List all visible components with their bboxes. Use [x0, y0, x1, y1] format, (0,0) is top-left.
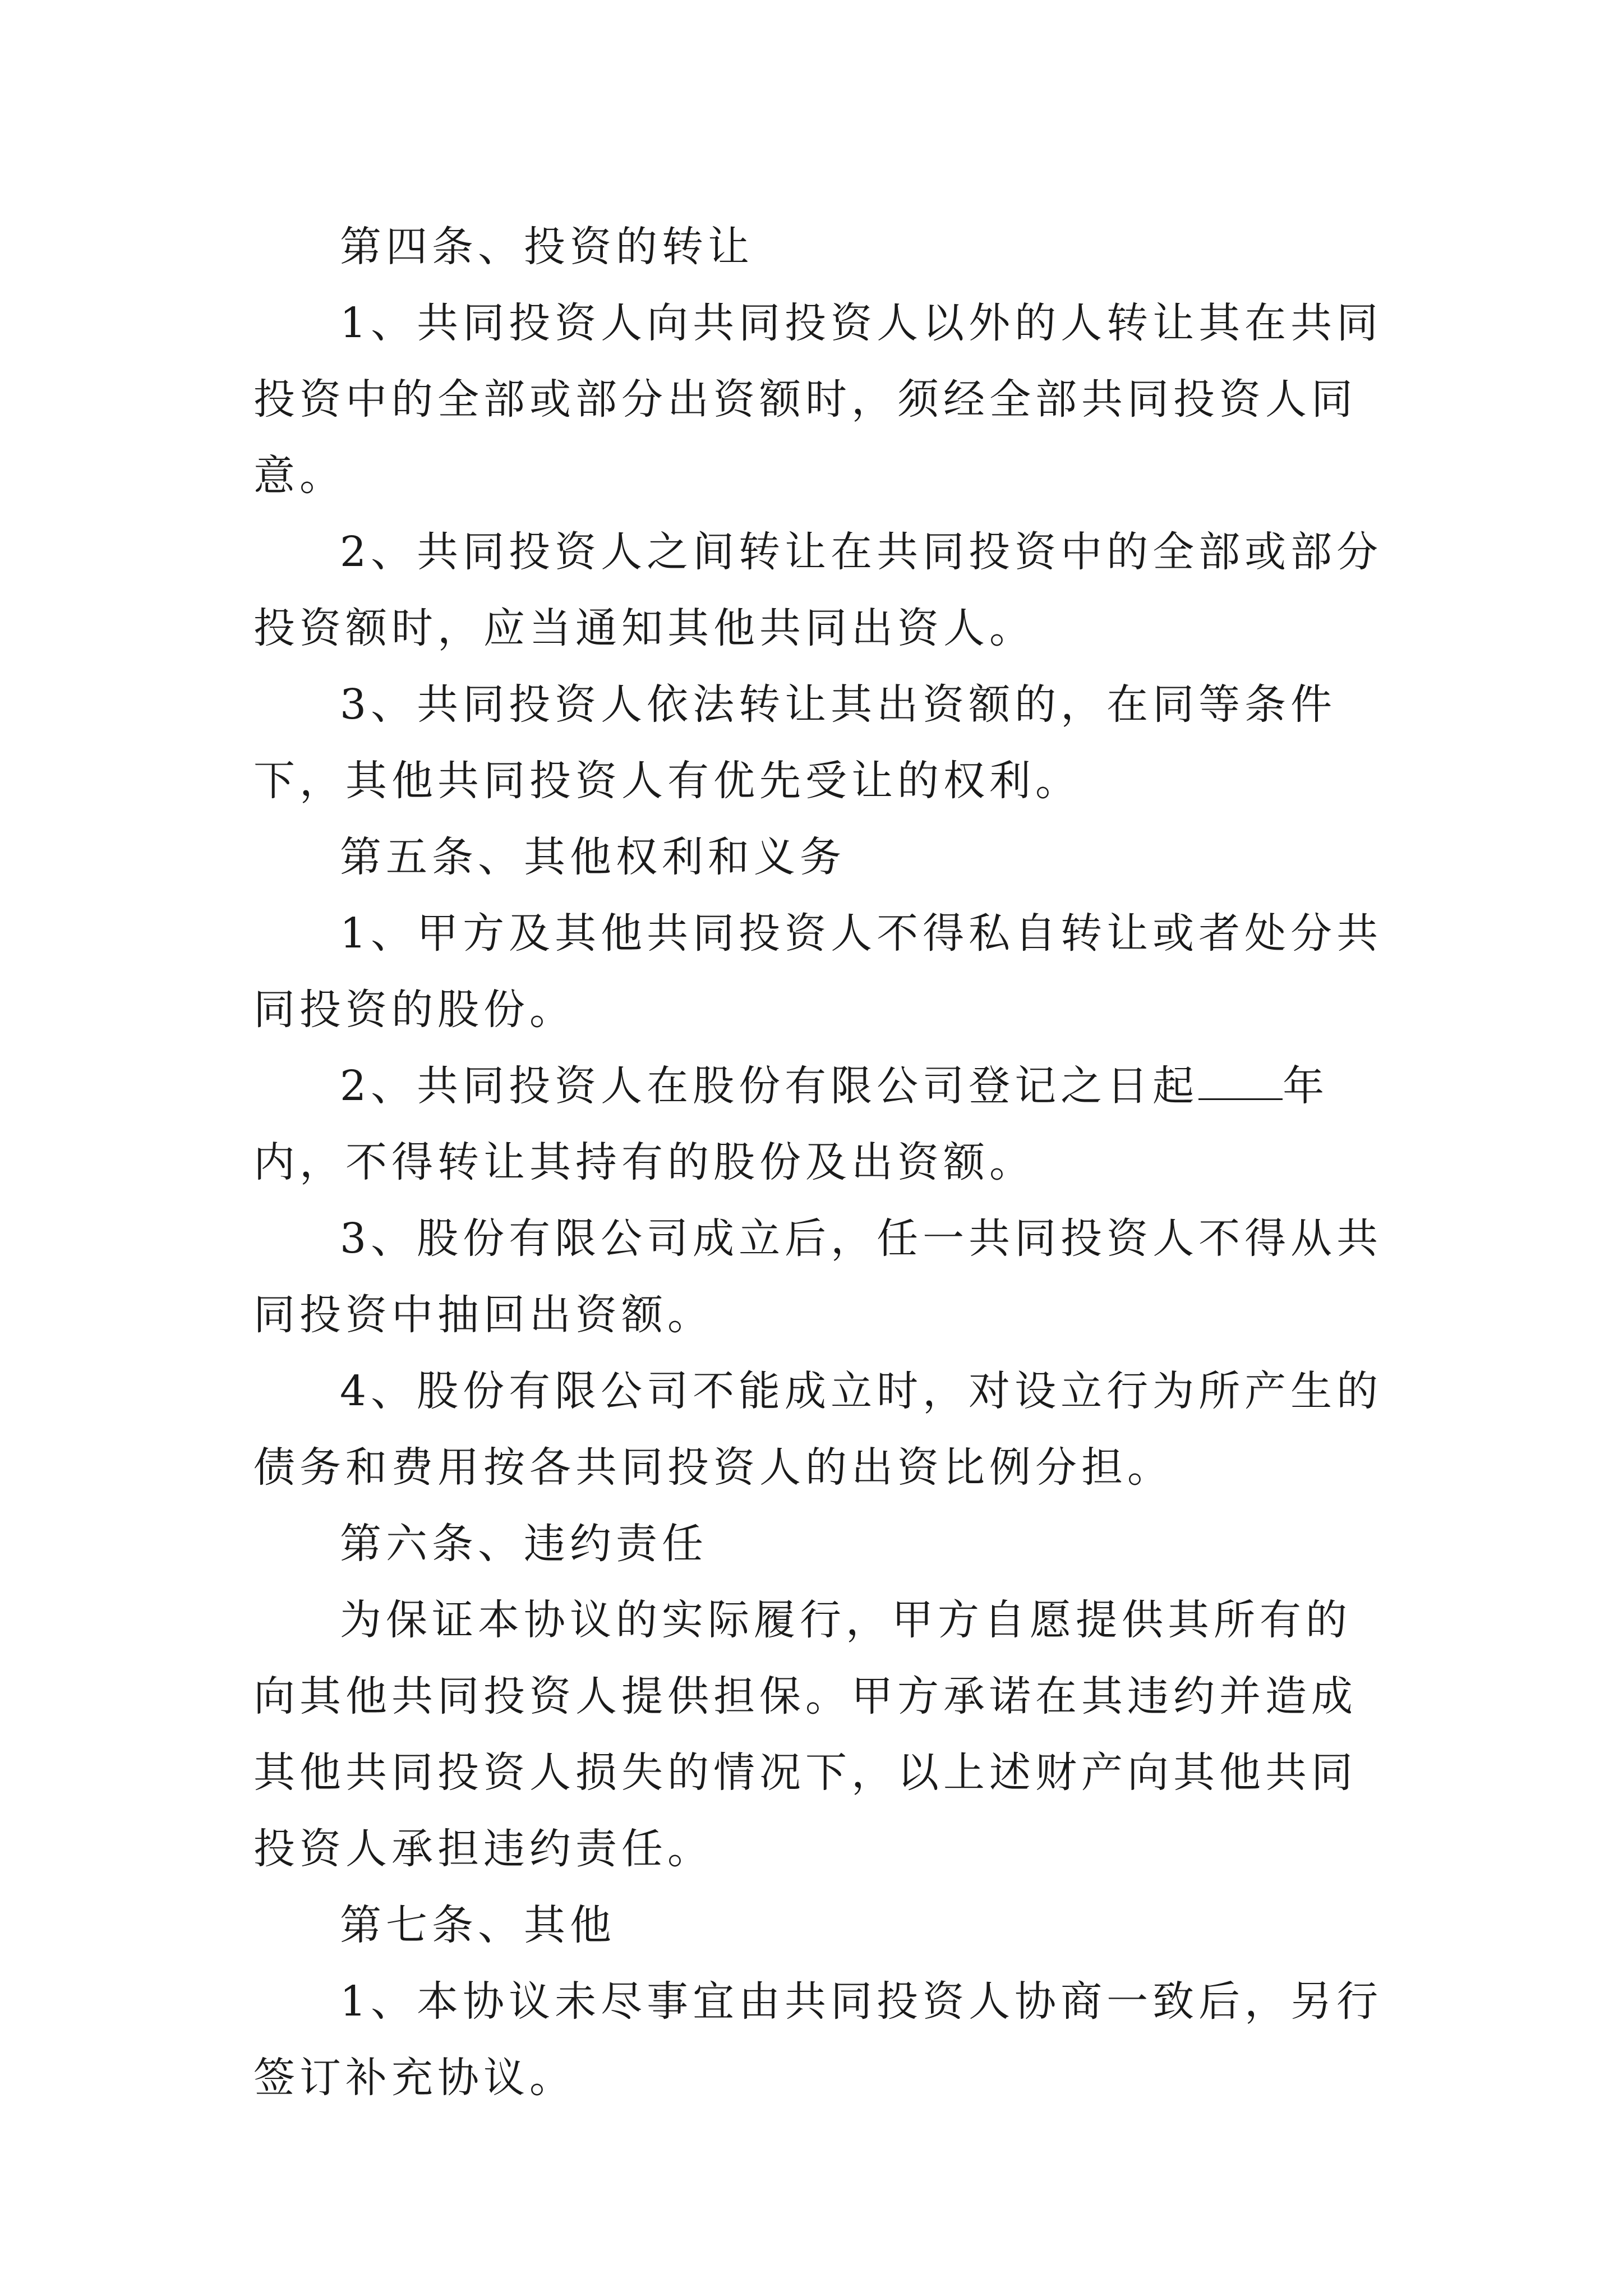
article-6-heading: 第六条、违约责任: [340, 1520, 708, 1568]
article-4-item-3: 3、共同投资人依法转让其出资额的，在同等条件下，其他共同投资人有优先受让的权利。: [253, 680, 1337, 805]
document-page: [253, 209, 1386, 2116]
article-5-item-2-prefix: 2、共同投资人在股份有限公司登记之日起: [340, 1062, 1199, 1110]
article-5-item-1: 1、甲方及其他共同投资人不得私自转让或者处分共同投资的股份。: [253, 909, 1383, 1034]
article-6-body: 为保证本协议的实际履行，甲方自愿提供其所有的向其他共同投资人提供担保。甲方承诺在其违约并造成其他共同投资人损失的情况下，以上述财产向其他共同投资人承担违约责任。: [253, 1596, 1357, 1873]
article-4-item-1: 1、共同投资人向共同投资人以外的人转让其在共同投资中的全部或部分出资额时，须经全部共同投资人同意。: [253, 299, 1383, 500]
article-5-item-2: [253, 1048, 1386, 1200]
article-5-heading: 第五条、其他权利和义务: [340, 833, 846, 881]
fill-in-blank: [1198, 1065, 1283, 1100]
article-4-heading: 第四条、投资的转让: [340, 223, 754, 271]
article-5-item-2-suffix: 年内，不得转让其持有的股份及出资额。: [253, 1062, 1329, 1186]
article-5-item-3: 3、股份有限公司成立后，任一共同投资人不得从共同投资中抽回出资额。: [253, 1214, 1383, 1339]
article-5-item-4: 4、股份有限公司不能成立时，对设立行为所产生的债务和费用按各共同投资人的出资比例分担。: [253, 1367, 1383, 1492]
article-7-heading: 第七条、其他: [340, 1901, 616, 1949]
article-4-item-2: 2、共同投资人之间转让在共同投资中的全部或部分投资额时，应当通知其他共同出资人。: [253, 528, 1383, 652]
article-7-item-1: 1、本协议未尽事宜由共同投资人协商一致后，另行签订补充协议。: [253, 1977, 1383, 2102]
